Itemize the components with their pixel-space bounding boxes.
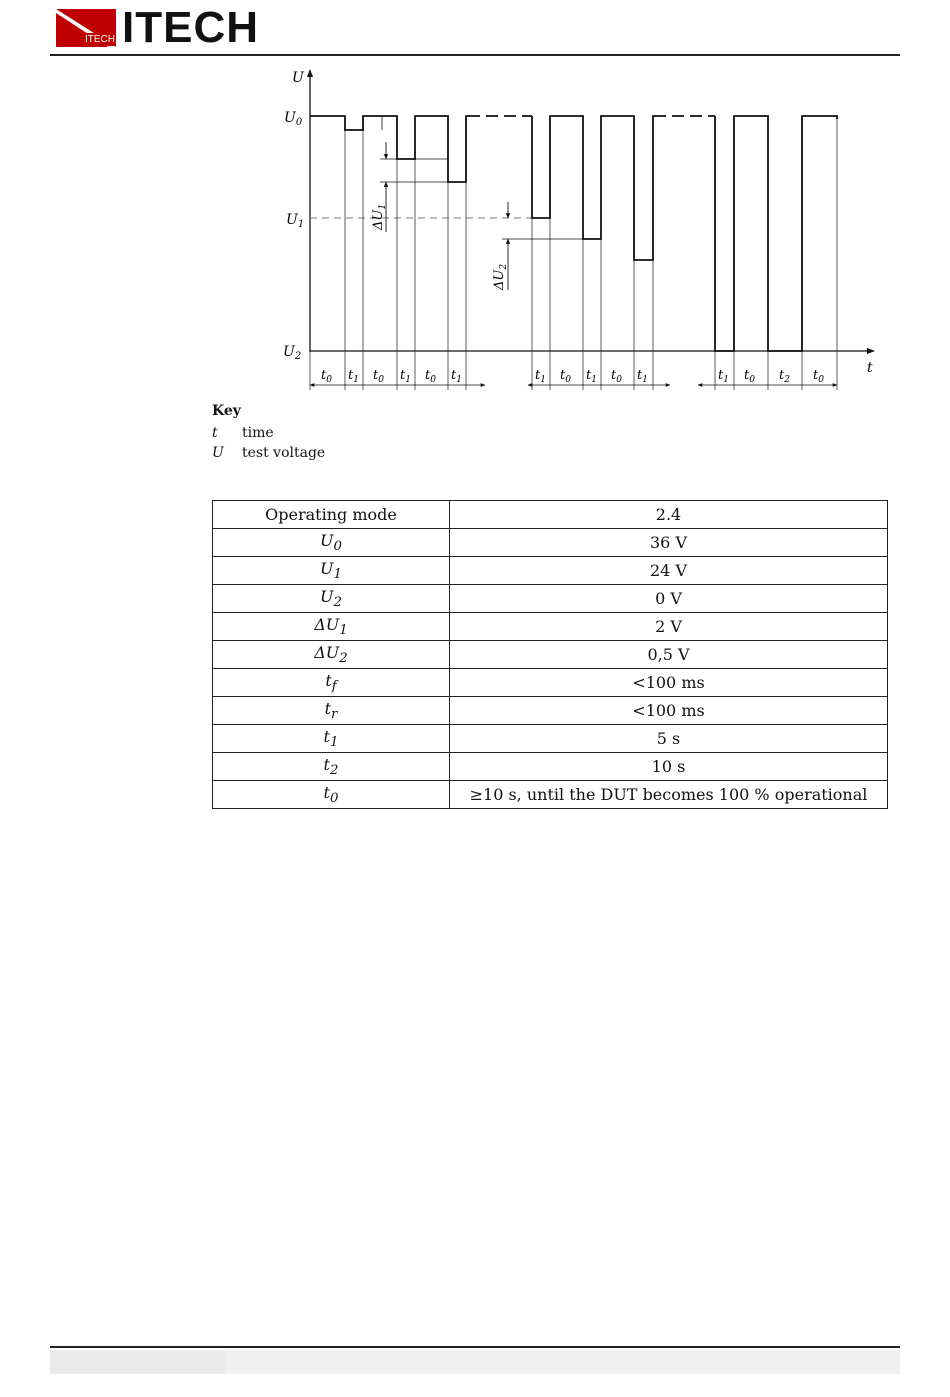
logo-badge-icon <box>56 9 116 47</box>
key-item <box>212 425 325 441</box>
table-row <box>213 613 888 641</box>
value-cell: 5 s <box>450 725 888 753</box>
table-row <box>213 725 888 753</box>
interval-labels <box>321 368 824 385</box>
interval-label: $t_1$ <box>535 368 546 385</box>
header-rule <box>50 54 900 56</box>
param-cell: $\Delta U_2$ <box>213 641 450 669</box>
waveform-diagram <box>270 62 890 402</box>
table-row <box>213 641 888 669</box>
interval-label: $t_1$ <box>637 368 648 385</box>
param-cell: $t_0$ <box>213 781 450 809</box>
interval-label: $t_0$ <box>321 368 332 385</box>
value-cell: 24 V <box>450 557 888 585</box>
logo-badge-text: ITECH <box>85 34 115 45</box>
itech-logo <box>56 3 259 52</box>
page-header <box>50 0 900 56</box>
key-title: Key <box>212 403 241 419</box>
table-row <box>213 697 888 725</box>
svg-text:U2: $U_2$ <box>283 344 302 362</box>
interval-boundaries <box>310 116 837 390</box>
table-row <box>213 585 888 613</box>
table-row <box>213 669 888 697</box>
param-cell: $t_r$ <box>213 697 450 725</box>
x-axis-label: t <box>867 360 873 376</box>
delta-u2-label <box>492 264 509 291</box>
interval-label: $t_1$ <box>718 368 729 385</box>
table-row <box>213 557 888 585</box>
interval-label: $t_0$ <box>373 368 384 385</box>
logo-wordmark: ITECH <box>122 3 259 52</box>
param-cell: $U_1$ <box>213 557 450 585</box>
footer-band-segment <box>226 1350 900 1374</box>
key-description: test voltage <box>242 445 326 461</box>
delta-u1-label <box>371 204 388 231</box>
svg-text:ΔU1: $\Delta U_1$ <box>371 203 388 230</box>
param-cell: $t_2$ <box>213 753 450 781</box>
table-row <box>213 529 888 557</box>
y-axis-label: U <box>292 70 304 86</box>
key-item <box>212 445 325 461</box>
interval-label: $t_0$ <box>744 368 755 385</box>
key-description: time <box>242 425 274 441</box>
key-symbol: t <box>212 425 218 441</box>
parameter-table <box>212 500 888 809</box>
value-cell: <100 ms <box>450 697 888 725</box>
table-row <box>213 781 888 809</box>
value-cell: 0 V <box>450 585 888 613</box>
interval-label: $t_1$ <box>451 368 462 385</box>
svg-text:U0: $U_0$ <box>284 110 303 128</box>
figure-key <box>212 403 325 465</box>
param-cell: $t_1$ <box>213 725 450 753</box>
value-cell: 0,5 V <box>450 641 888 669</box>
footer-band <box>50 1350 900 1374</box>
svg-text:U1: $U_1$ <box>286 212 305 230</box>
waveform-trace <box>310 116 468 182</box>
interval-label: $t_0$ <box>611 368 622 385</box>
param-cell: $\Delta U_1$ <box>213 613 450 641</box>
param-cell: $U_2$ <box>213 585 450 613</box>
level-label-u2 <box>283 344 301 362</box>
voltage-waveform-figure <box>270 62 890 402</box>
value-cell: 36 V <box>450 529 888 557</box>
interval-label: $t_0$ <box>560 368 571 385</box>
interval-label: $t_2$ <box>779 368 790 385</box>
table-header-row <box>213 501 888 529</box>
value-cell: 2 V <box>450 613 888 641</box>
param-cell: $U_0$ <box>213 529 450 557</box>
interval-label: $t_0$ <box>425 368 436 385</box>
interval-label: $t_1$ <box>348 368 359 385</box>
level-label-u1 <box>286 212 304 230</box>
param-cell: $t_f$ <box>213 669 450 697</box>
waveform-trace-3 <box>715 116 837 351</box>
footer-rule <box>50 1346 900 1348</box>
value-cell: <100 ms <box>450 669 888 697</box>
header-value-cell: 2.4 <box>450 501 888 529</box>
table-row <box>213 753 888 781</box>
header-param-cell: Operating mode <box>213 501 450 529</box>
level-label-u0 <box>284 110 303 128</box>
value-cell: 10 s <box>450 753 888 781</box>
svg-text:ΔU2: $\Delta U_2$ <box>492 263 509 290</box>
key-symbol: U <box>212 445 224 461</box>
interval-label: $t_1$ <box>400 368 411 385</box>
interval-label: $t_0$ <box>813 368 824 385</box>
value-cell: ≥10 s, until the DUT becomes 100 % operational <box>450 781 888 809</box>
interval-label: $t_1$ <box>586 368 597 385</box>
